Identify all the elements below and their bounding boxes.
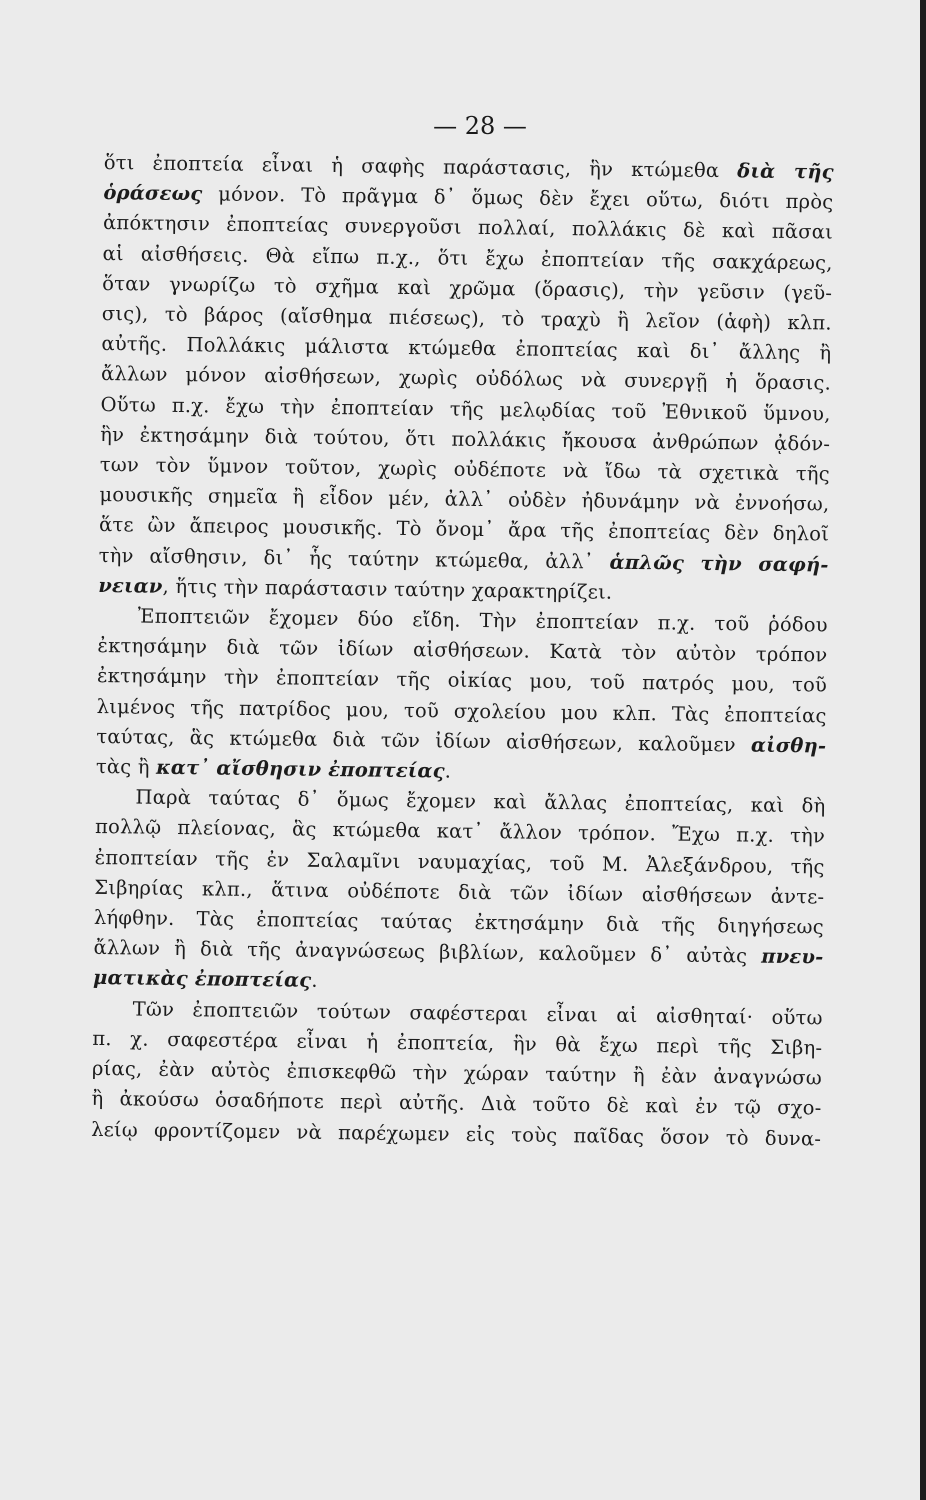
line-text: αὐτῆς. Πολλάκις μάλιστα κτώμεθα ἐποπτείας καὶ δι᾿ ἄλλης ἢ [101,332,832,365]
emphasized-text: κατ᾿ αἴσθησιν ἐποπτείας [155,755,445,783]
emphasized-text: διὰ τῆς [737,159,834,184]
line-text: ἅτε ὢν ἄπειρος μουσικῆς. Τὸ ὄνομ᾿ ἄρα τῆς ἐποπτείας δὲν δηλοῖ [98,513,830,546]
emphasized-text: ἁπλῶς τὴν σαφή- [609,550,829,577]
line-text: τὰς ἢ [95,755,157,779]
line-text: Ἐποπτειῶν ἔχομεν δύο εἴδη. Τὴν ἐποπτείαν π.χ. τοῦ ῥόδου [137,604,828,637]
line-text: , ἥτις τὴν παράστασιν ταύτην χαρακτηρίζει. [162,574,613,604]
line-text: τὴν αἴσθησιν, δι᾿ ἧς ταύτην κτώμεθα, ἀλλ᾿ [98,543,610,574]
line-text: ἐκτησάμην διὰ τῶν ἰδίων αἰσθήσεων. Κατὰ τὸν αὐτὸν τρόπον [97,634,828,667]
emphasized-text: νειαν [98,573,163,598]
line-text: ὅταν γνωρίζω τὸ σχῆμα καὶ χρῶμα (ὅρασις), τὴν γεῦσιν (γεῦ- [102,271,833,305]
emphasized-text: πνευ- [761,944,824,969]
line-text: Παρὰ ταύτας δ᾿ ὅμως ἔχομεν καὶ ἄλλας ἐποπτείας, καὶ δὴ [135,785,826,818]
line-text: ἣν ἐκτησάμην διὰ τούτου, ὅτι πολλάκις ἤκουσα ἀνθρώπων ᾀδόν- [100,422,831,456]
line-text: ἀπόκτησιν ἐποπτείας συνεργοῦσι πολλαί, πολλάκις δὲ καὶ πᾶσαι [102,211,834,244]
emphasized-text: ὁράσεως [103,181,203,206]
line-text: ὅτι ἐποπτεία εἶναι ἡ σαφὴς παράστασις, ἣν κτώμεθα [103,150,738,183]
line-text: πολλῷ πλείονας, ἃς κτώμεθα κατ᾿ ἄλλον τρόπον. Ἔχω π.χ. τὴν [94,815,826,848]
line-text: ρίας, ἐὰν αὐτὸς ἐπισκεφθῶ τὴν χώραν ταύτην ἢ ἐὰν ἀναγνώσω [91,1057,823,1090]
line-text: σις), τὸ βάρος (αἴσθημα πιέσεως), τὸ τραχὺ ἢ λεῖον (ἁφὴ) κλπ. [101,302,832,335]
line-text: ἄλλων μόνον αἰσθήσεων, χωρὶς οὐδόλως νὰ συνεργῇ ἡ ὅρασις. [100,362,832,395]
line-text: λείῳ φροντίζομεν νὰ παρέχωμεν εἰς τοὺς παῖδας ὅσον τὸ δυνα- [91,1117,822,1150]
line-text: μόνον. Τὸ πρᾶγμα δ᾿ ὅμως δὲν ἔχει οὕτω, διότι πρὸς [202,182,834,214]
line-text: Τῶν ἐποπτειῶν τούτων σαφέστεραι εἶναι αἱ αἰσθηταί· οὕτω [132,997,823,1030]
line-text: ἄλλων ἢ διὰ τῆς ἀναγνώσεως βιβλίων, καλοῦμεν δ᾿ αὐτὰς [93,936,762,968]
line-text: μουσικῆς σημεῖα ἢ εἶδον μέν, ἀλλ᾿ οὐδὲν ἠδυνάμην νὰ ἐννοήσω, [99,483,830,516]
page-edge-shadow [920,0,926,1500]
emphasized-text: αἰσθη- [750,733,827,758]
line-text: Σιβηρίας κλπ., ἅτινα οὐδέποτε διὰ τῶν ἰδίων αἰσθήσεων ἀντε- [94,875,825,909]
line-text: λιμένος τῆς πατρίδος μου, τοῦ σχολείου μου κλπ. Τὰς ἐποπτείας [96,694,827,728]
line-text: λήφθην. Τὰς ἐποπτείας ταύτας ἐκτησάμην διὰ τῆς διηγήσεως [93,906,825,939]
line-text: ἐποπτείαν τῆς ἐν Σαλαμῖνι ναυμαχίας, τοῦ Μ. Ἀλεξάνδρου, τῆς [94,845,825,879]
line-text: π. χ. σαφεστέρα εἶναι ἡ ἐποπτεία, ἣν θὰ ἔχω περὶ τῆς Σιβη- [92,1026,823,1060]
line-text: αἱ αἰσθήσεις. Θὰ εἴπω π.χ., ὅτι ἔχω ἐποπτείαν τῆς σακχάρεως, [102,241,833,275]
line-text: Οὕτω π.χ. ἔχω τὴν ἐποπτείαν τῆς μελῳδίας τοῦ Ἐθνικοῦ ὕμνου, [100,392,831,426]
line-text: . [444,759,452,783]
line-text: . [311,969,318,993]
line-text: ἢ ἀκούσω ὁσαδήποτε περὶ αὐτῆς. Διὰ τοῦτο δὲ καὶ ἐν τῷ σχο- [91,1087,822,1120]
line-text: των τὸν ὕμνον τοῦτον, χωρὶς οὐδέποτε νὰ ἴδω τὰ σχετικὰ τῆς [99,453,830,486]
line-text: ταύτας, ἃς κτώμεθα διὰ τῶν ἰδίων αἰσθήσεων, καλοῦμεν [96,724,752,757]
page-number: — 28 — [433,112,527,140]
body-text [91,148,834,1154]
line-text: ἐκτησάμην τὴν ἐποπτείαν τῆς οἰκίας μου, τοῦ πατρός μου, τοῦ [96,664,828,697]
emphasized-text: ματικὰς ἐποπτείας [92,966,312,993]
